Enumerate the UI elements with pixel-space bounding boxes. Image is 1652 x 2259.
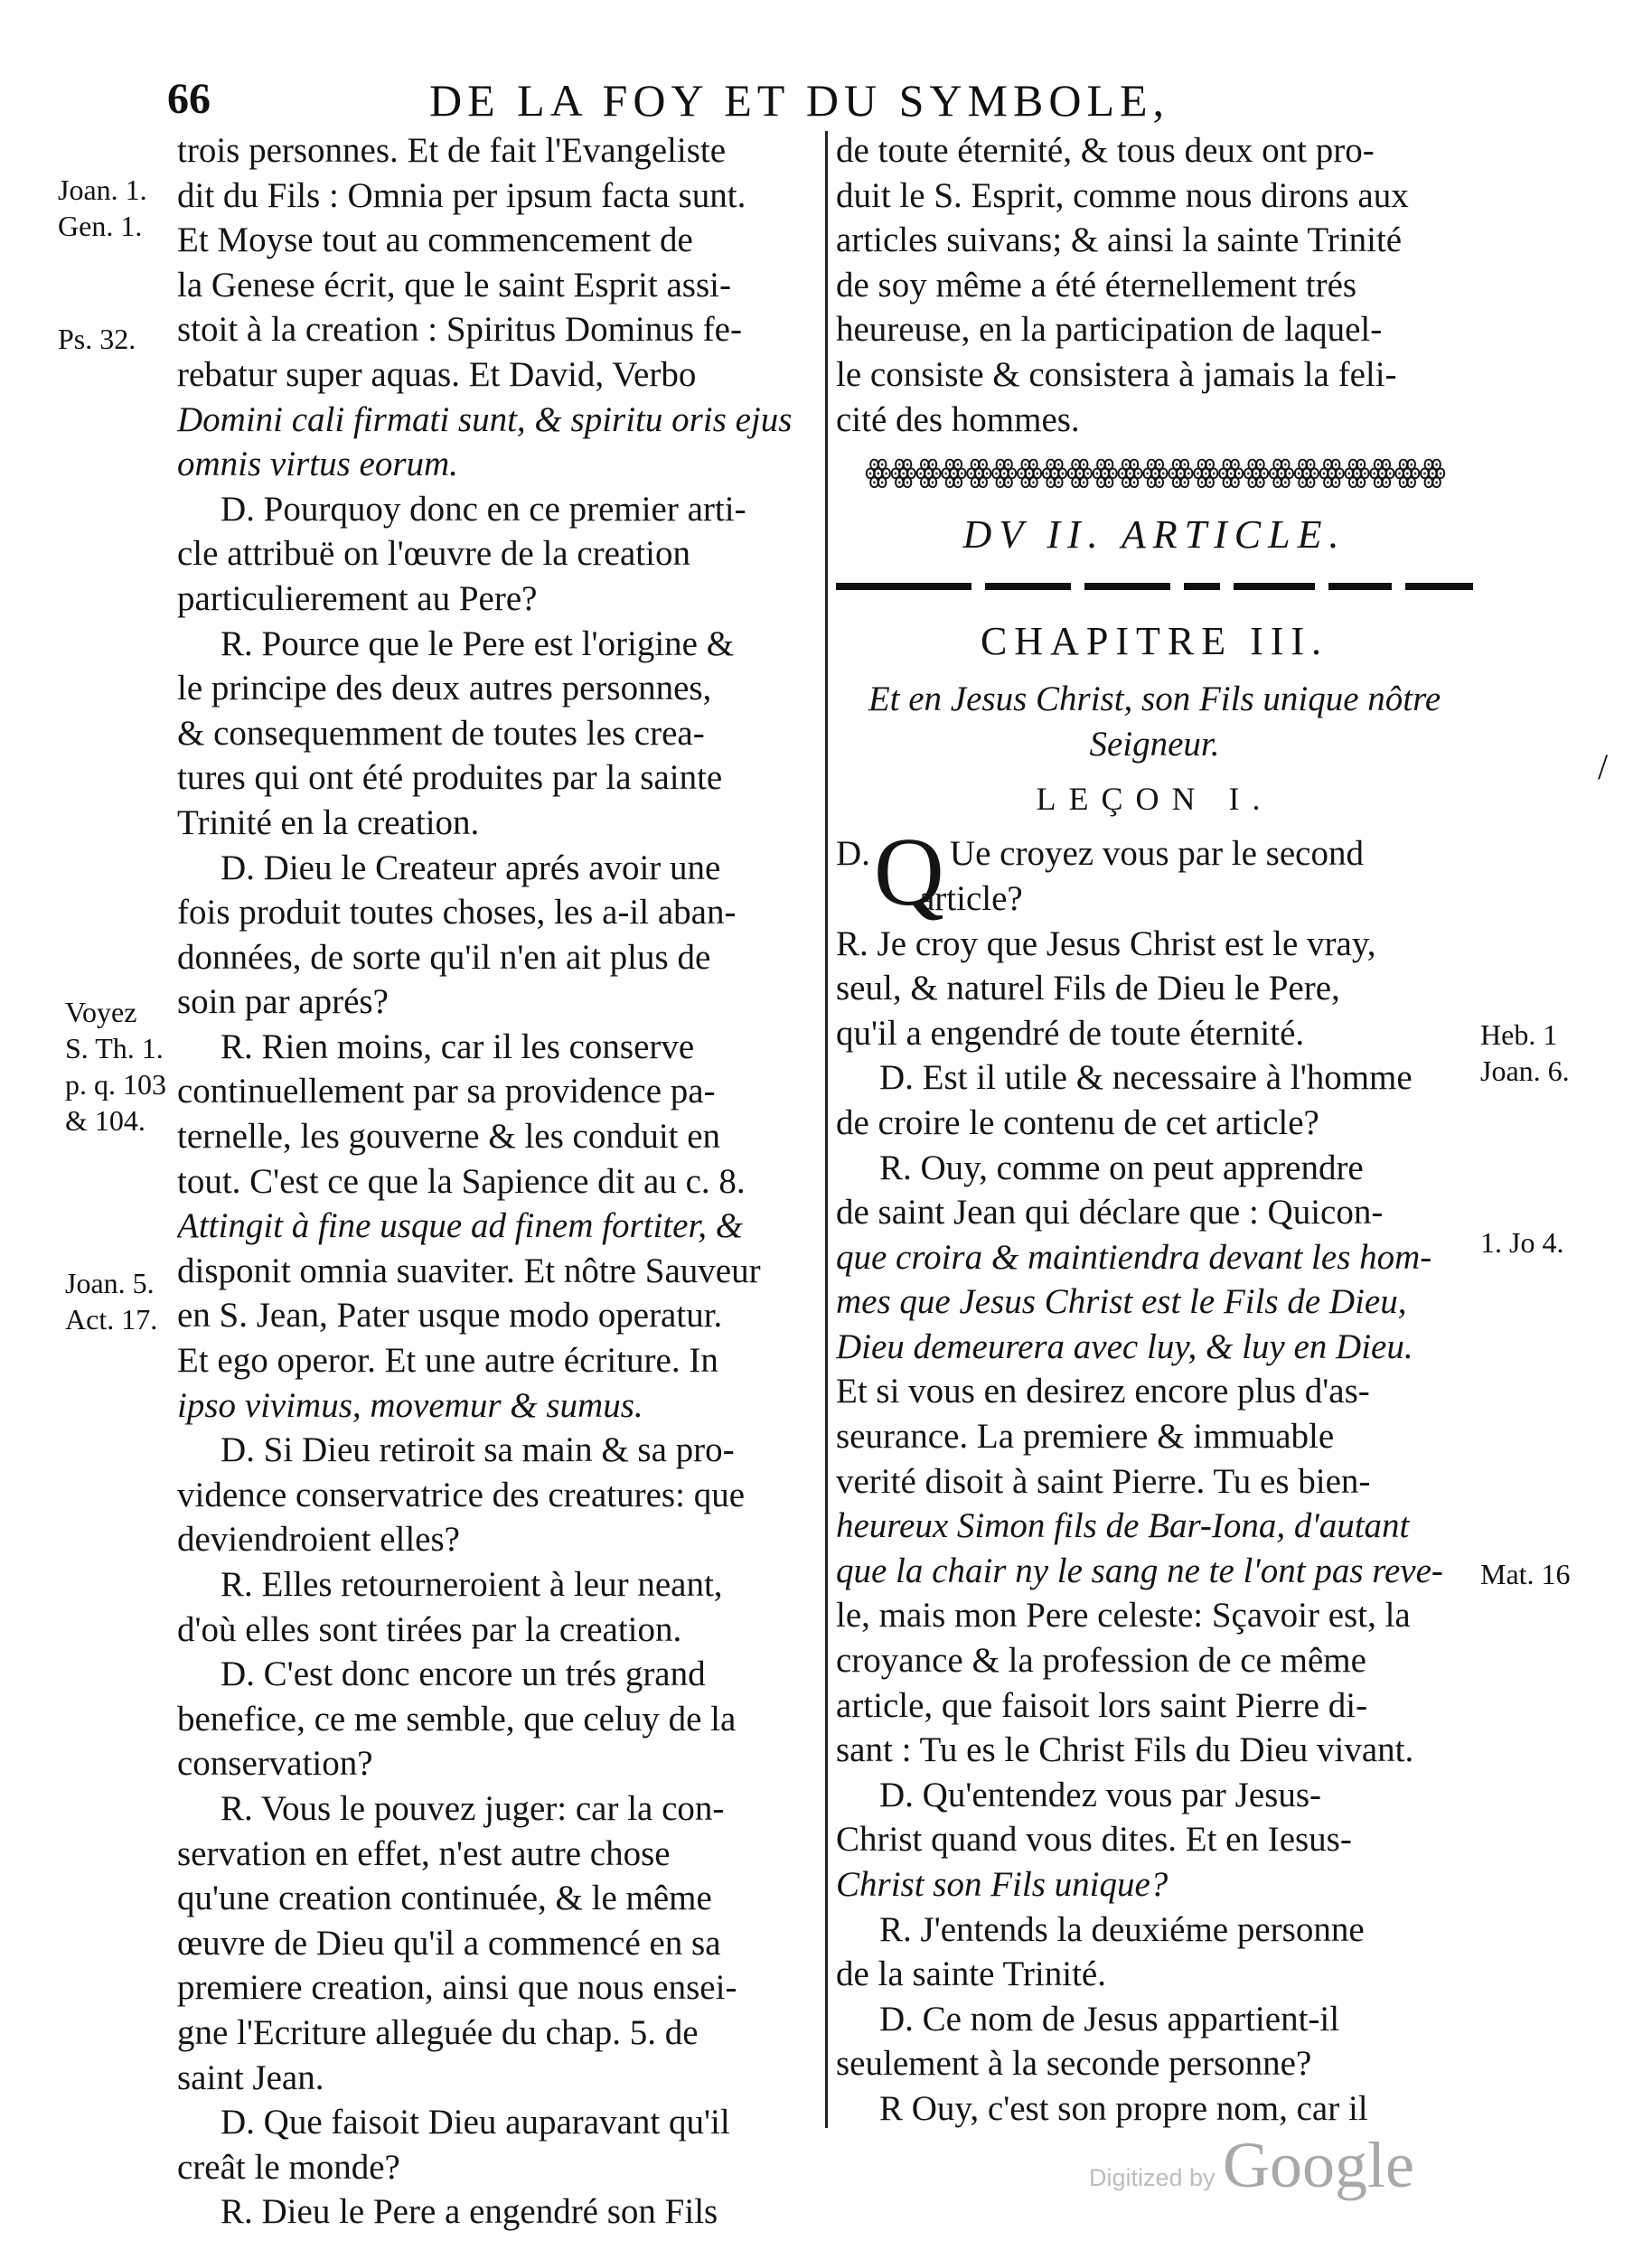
text-line: le, mais mon Pere celeste: Sçavoir est, la xyxy=(836,1596,1411,1636)
digitization-watermark xyxy=(1089,2119,1469,2209)
text-line: rebatur super aquas. Et David, Verbo xyxy=(177,354,697,394)
text-line: données, de sorte qu'il n'en ait plus de xyxy=(177,937,711,977)
text-line: article? xyxy=(919,878,1023,918)
answer-line: R. Pource que le Pere est l'origine & xyxy=(221,623,735,663)
running-title: DE LA FOY ET DU SYMBOLE, xyxy=(429,75,1170,126)
chapter-title: CHAPITRE III. xyxy=(980,619,1329,664)
question-line: D. Pourquoy donc en ce premier arti- xyxy=(221,489,746,529)
answer-line: R. Vous le pouvez juger: car la con- xyxy=(221,1788,725,1828)
text-line: servation en effet, n'est autre chose xyxy=(177,1833,671,1873)
dashed-rule xyxy=(836,567,1473,606)
margin-note: Mat. 16 xyxy=(1480,1558,1571,1590)
text-line: seulement à la seconde personne? xyxy=(836,2044,1312,2084)
answer-line: R. Je croy que Jesus Christ est le vray, xyxy=(836,923,1376,963)
text-line: heureuse, en la participation de laquel- xyxy=(836,310,1383,350)
answer-line: R. Rien moins, car il les conserve xyxy=(221,1026,695,1066)
text-line: articles suivans; & ainsi la sainte Trinité xyxy=(836,220,1403,260)
text-line: soin par aprés? xyxy=(177,982,389,1022)
text-line: en S. Jean, Pater usque modo operatur. xyxy=(177,1296,723,1336)
text-line: stoit à la creation : Spiritus Dominus fe- xyxy=(177,310,742,350)
text-line: Et Moyse tout au commencement de xyxy=(177,220,693,260)
question-text: Ue croyez vous par le second xyxy=(949,834,1364,874)
drop-cap: Q xyxy=(873,819,944,927)
google-logo: Google xyxy=(1223,2129,1414,2201)
text-line: ternelle, les gouverne & les conduit en xyxy=(177,1117,721,1157)
text-line: tures qui ont été produites par la sainte xyxy=(177,758,723,798)
text-line: Et ego operor. Et une autre écriture. In xyxy=(177,1341,718,1381)
text-line: creât le monde? xyxy=(177,2147,400,2187)
text-line: saint Jean. xyxy=(177,2057,324,2097)
question-line: D. Si Dieu retiroit sa main & sa pro- xyxy=(221,1430,735,1470)
digitized-by-label: Digitized by xyxy=(1089,2164,1216,2191)
text-line: conservation? xyxy=(177,1744,373,1784)
stray-mark: / xyxy=(1598,746,1609,787)
text-line: Et si vous en desirez encore plus d'as- xyxy=(836,1372,1370,1411)
text-line: particulierement au Pere? xyxy=(177,578,538,618)
text-line: ipso vivimus, movemur & sumus. xyxy=(177,1385,643,1425)
right-column xyxy=(836,128,1473,2132)
question-line: D. Est il utile & necessaire à l'homme xyxy=(879,1058,1413,1098)
text-line: dit du Fils : Omnia per ipsum facta sunt. xyxy=(177,175,746,215)
text-line: disponit omnia suaviter. Et nôtre Sauveur xyxy=(177,1251,761,1290)
text-line: premiere creation, ainsi que nous ensei- xyxy=(177,1968,737,2008)
answer-line: R Ouy, c'est son propre nom, car il xyxy=(879,2088,1368,2128)
text-line: que croira & maintiendra devant les hom- xyxy=(836,1237,1432,1277)
text-line: mes que Jesus Christ est le Fils de Dieu, xyxy=(836,1282,1407,1322)
chapter-subtitle: Et en Jesus Christ, son Fils unique nôtre xyxy=(868,680,1441,719)
answer-line: R. Elles retourneroient à leur neant, xyxy=(221,1565,723,1604)
text-line: de soy même a été éternellement trés xyxy=(836,265,1357,305)
text-line: cité des hommes. xyxy=(836,399,1080,439)
text-line: de saint Jean qui déclare que : Quicon- xyxy=(836,1193,1384,1233)
question-line: D. Qu'entendez vous par Jesus- xyxy=(879,1775,1321,1814)
text-line: le principe des deux autres personnes, xyxy=(177,669,712,708)
margin-note: Heb. 1 Joan. 6. xyxy=(1480,1018,1570,1087)
question-line: D. Dieu le Createur aprés avoir une xyxy=(221,848,721,887)
text-line: Domini cali firmati sunt, & spiritu oris ejus xyxy=(177,399,793,439)
text-line: de croire le contenu de cet article? xyxy=(836,1102,1319,1142)
text-line: Trinité en la creation. xyxy=(177,802,480,842)
text-line: tout. C'est ce que la Sapience dit au c. 8. xyxy=(177,1161,746,1201)
text-line: verité disoit à saint Pierre. Tu es bien- xyxy=(836,1461,1371,1501)
text-line: de toute éternité, & tous deux ont pro- xyxy=(836,131,1375,170)
question-label: D. xyxy=(836,834,870,874)
question-line: D. C'est donc encore un trés grand xyxy=(221,1654,706,1694)
text-line: vidence conservatrice des creatures: que xyxy=(177,1475,745,1514)
margin-note: Joan. 1. Gen. 1. xyxy=(58,173,147,242)
text-line: trois personnes. Et de fait l'Evangeliste xyxy=(177,131,727,170)
text-line: seurance. La premiere & immuable xyxy=(836,1417,1335,1457)
text-line: gne l'Ecriture alleguée du chap. 5. de xyxy=(177,2012,699,2052)
text-line: qu'une creation continuée, & le même xyxy=(177,1879,712,1918)
text-line: croyance & la profession de ce même xyxy=(836,1641,1366,1681)
text-line: continuellement par sa providence pa- xyxy=(177,1072,716,1111)
text-line: Christ son Fils unique? xyxy=(836,1865,1169,1904)
chapter-subtitle: Seigneur. xyxy=(1089,724,1220,764)
text-line: d'où elles sont tirées par la creation. xyxy=(177,1609,682,1649)
text-line: de la sainte Trinité. xyxy=(836,1954,1106,1994)
text-line: la Genese écrit, que le saint Esprit assi- xyxy=(177,265,731,305)
answer-line: R. J'entends la deuxiéme personne xyxy=(879,1909,1365,1949)
text-line: Attingit à fine usque ad finem fortiter, & xyxy=(177,1206,744,1246)
margin-note: Ps. 32. xyxy=(58,323,136,355)
ornament-band: ꙮꙮꙮꙮꙮꙮꙮꙮꙮꙮꙮꙮꙮꙮꙮꙮꙮꙮꙮꙮꙮꙮꙮ xyxy=(864,455,1445,490)
text-line: deviendroient elles? xyxy=(177,1520,460,1560)
margin-note: 1. Jo 4. xyxy=(1480,1226,1564,1259)
text-line: fois produit toutes choses, les a-il aban- xyxy=(177,893,737,933)
lesson-heading: LEÇON I. xyxy=(1036,781,1273,818)
article-title: DV II. ARTICLE. xyxy=(962,512,1347,558)
text-line: sant : Tu es le Christ Fils du Dieu vivant. xyxy=(836,1730,1414,1770)
text-line: heureux Simon fils de Bar-Iona, d'autant xyxy=(836,1506,1410,1546)
column-divider xyxy=(825,131,828,2128)
text-line: article, que faisoit lors saint Pierre di- xyxy=(836,1685,1368,1725)
text-line: cle attribuë on l'œuvre de la creation xyxy=(177,534,690,574)
margin-note: Joan. 5. Act. 17. xyxy=(65,1267,158,1336)
page-number: 66 xyxy=(167,75,211,123)
question-line: D. Ce nom de Jesus appartient-il xyxy=(879,1999,1340,2039)
text-line: que la chair ny le sang ne te l'ont pas reve- xyxy=(836,1551,1443,1590)
text-line: Dieu demeurera avec luy, & luy en Dieu. xyxy=(836,1326,1413,1366)
question-line: D. Que faisoit Dieu auparavant qu'il xyxy=(221,2103,730,2142)
text-line: benefice, ce me semble, que celuy de la xyxy=(177,1699,737,1739)
text-line: Christ quand vous dites. Et en Iesus- xyxy=(836,1820,1352,1860)
text-line: seul, & naturel Fils de Dieu le Pere, xyxy=(836,969,1340,1008)
text-line: & consequemment de toutes les crea- xyxy=(177,713,705,753)
answer-line: R. Dieu le Pere a engendré son Fils xyxy=(221,2192,718,2232)
text-line: qu'il a engendré de toute éternité. xyxy=(836,1013,1305,1053)
answer-line: R. Ouy, comme on peut apprendre xyxy=(879,1148,1364,1187)
left-column xyxy=(177,128,814,2235)
text-line: le consiste & consistera à jamais la feli- xyxy=(836,354,1397,394)
text-line: omnis virtus eorum. xyxy=(177,445,458,484)
running-header xyxy=(167,74,1478,128)
text-line: œuvre de Dieu qu'il a commencé en sa xyxy=(177,1923,721,1963)
margin-note: Voyez S. Th. 1. p. q. 103 & 104. xyxy=(65,996,166,1137)
text-line: duit le S. Esprit, comme nous dirons aux xyxy=(836,175,1409,215)
